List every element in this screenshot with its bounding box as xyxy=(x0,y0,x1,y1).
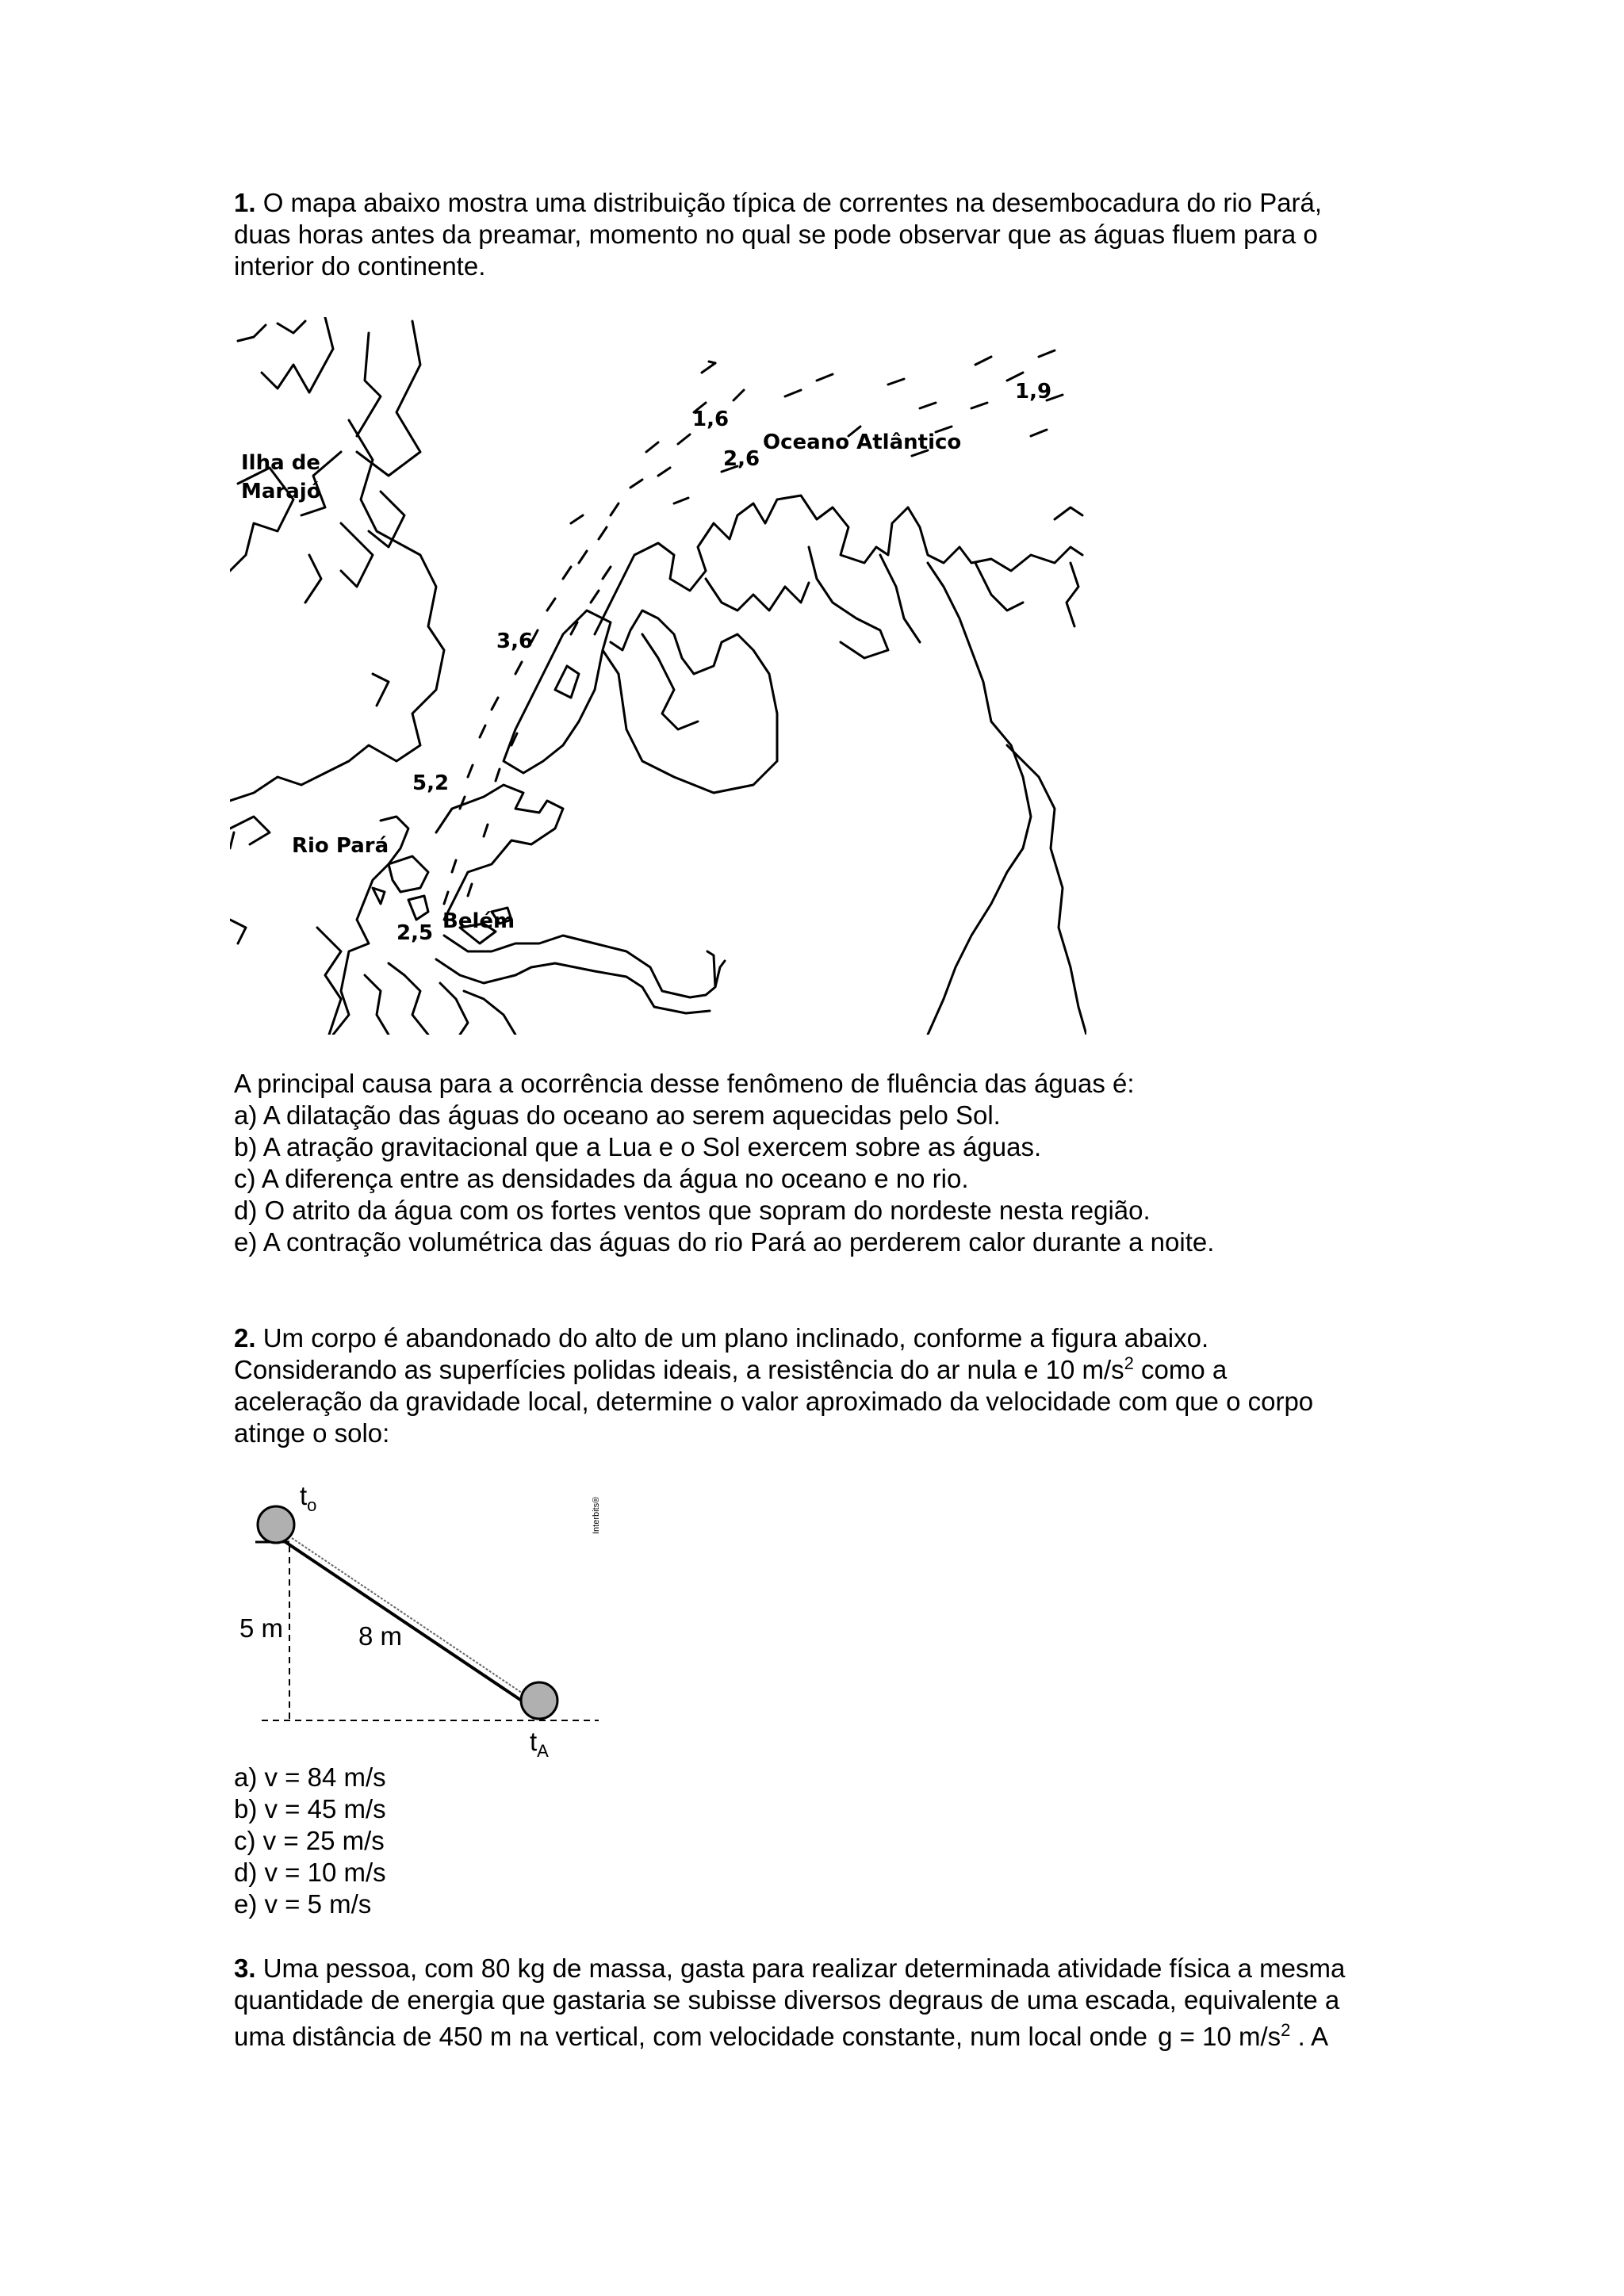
q1-option-c[interactable]: c) A diferença entre as densidades da água no oceano e no rio. xyxy=(234,1164,969,1193)
label-belem: Belém xyxy=(442,909,515,933)
label-rio-para: Rio Pará xyxy=(292,834,389,858)
q1-option-e[interactable]: e) A contração volumétrica das águas do rio Pará ao perderem calor durante a noite. xyxy=(234,1227,1215,1257)
q2-line-1: 2. Um corpo é abandonado do alto de um plano inclinado, conforme a figura abaixo. xyxy=(234,1323,1209,1353)
q1-line-3: interior do continente. xyxy=(234,251,486,281)
q3-line-1: 3. Uma pessoa, com 80 kg de massa, gasta para realizar determinada atividade física a mesma xyxy=(234,1954,1346,1983)
ball-start xyxy=(258,1506,294,1543)
q2-number: 2 xyxy=(234,1323,249,1353)
incline-line xyxy=(285,1542,539,1712)
label-8m: 8 m xyxy=(358,1621,403,1651)
label-marajo: Marajó xyxy=(241,480,321,503)
q1-option-b[interactable]: b) A atração gravitacional que a Lua e o Sol exercem sobre as águas. xyxy=(234,1132,1042,1161)
ball-end xyxy=(521,1682,557,1719)
speed-label-1: 1,6 xyxy=(692,408,730,431)
speed-label-6: 2,5 xyxy=(396,921,434,945)
q2-option-e[interactable]: e) v = 5 m/s xyxy=(234,1889,372,1919)
speed-label-4: 3,6 xyxy=(496,629,534,653)
label-t0: $t_o$ xyxy=(300,1481,317,1515)
speed-label-3: 1,9 xyxy=(1015,380,1052,404)
q3-number: 3 xyxy=(234,1954,249,1983)
q3-line-3: uma distância de 450 m na vertical, com velocidade constante, num local onde g = 10 $m/s^2$ . A xyxy=(234,2020,1329,2051)
q2-option-a[interactable]: a) v = 84 m/s xyxy=(234,1762,386,1792)
q1-prompt: A principal causa para a ocorrência desse fenômeno de fluência das águas é: xyxy=(234,1069,1135,1098)
inclined-plane-figure xyxy=(230,1475,611,1760)
speed-label-5: 5,2 xyxy=(412,771,450,795)
q2-option-b[interactable]: b) v = 45 m/s xyxy=(234,1794,386,1823)
q2-line-2: Considerando as superfícies polidas ideais, a resistência do ar nula e 10 $m/s^2$ como a xyxy=(234,1353,1228,1384)
eastern-coast xyxy=(595,496,1082,634)
q3-line-2: quantidade de energia que gastaria se subisse diversos degraus de uma escada, equivalente a xyxy=(234,1985,1340,2015)
q1-question-block xyxy=(234,1068,1400,1258)
label-ilha-de: Ilha de xyxy=(241,451,320,475)
q2-line-4: atinge o solo: xyxy=(234,1418,390,1448)
current-arrows xyxy=(444,350,1063,904)
q1-line-1: 1. O mapa abaixo mostra uma distribuição típica de correntes na desembocadura do rio Pará, xyxy=(234,188,1323,217)
q2-statement xyxy=(234,1322,1400,1449)
q1-statement xyxy=(234,187,1400,282)
q1-option-d[interactable]: d) O atrito da água com os fortes ventos que sopram do nordeste nesta região. xyxy=(234,1196,1151,1225)
label-oceano-atlantico: Oceano Atlântico xyxy=(763,430,962,454)
label-tA: $t_A$ xyxy=(530,1727,549,1760)
q2-options xyxy=(234,1762,386,1920)
q3-formula: g = 10 $m/s^2$ xyxy=(1158,2020,1291,2051)
rio-para-coast xyxy=(230,817,270,848)
q1-line-2: duas horas antes da preamar, momento no qual se pode observar que as águas fluem para o xyxy=(234,220,1318,249)
belem-shore xyxy=(436,785,563,920)
para-river-map xyxy=(230,317,1086,1035)
q1-number: 1 xyxy=(234,188,249,217)
label-5m: 5 m xyxy=(239,1613,284,1643)
q3-statement xyxy=(234,1953,1400,2053)
figure-credit: Interbits® xyxy=(592,1496,601,1534)
q2-option-d[interactable]: d) v = 10 m/s xyxy=(234,1858,386,1887)
speed-label-2: 2,6 xyxy=(723,447,760,471)
q2-option-c[interactable]: c) v = 25 m/s xyxy=(234,1826,385,1855)
q2-line-3: aceleração da gravidade local, determine o valor aproximado da velocidade com que o corpo xyxy=(234,1387,1314,1416)
q1-option-a[interactable]: a) A dilatação das águas do oceano ao serem aquecidas pelo Sol. xyxy=(234,1100,1001,1130)
